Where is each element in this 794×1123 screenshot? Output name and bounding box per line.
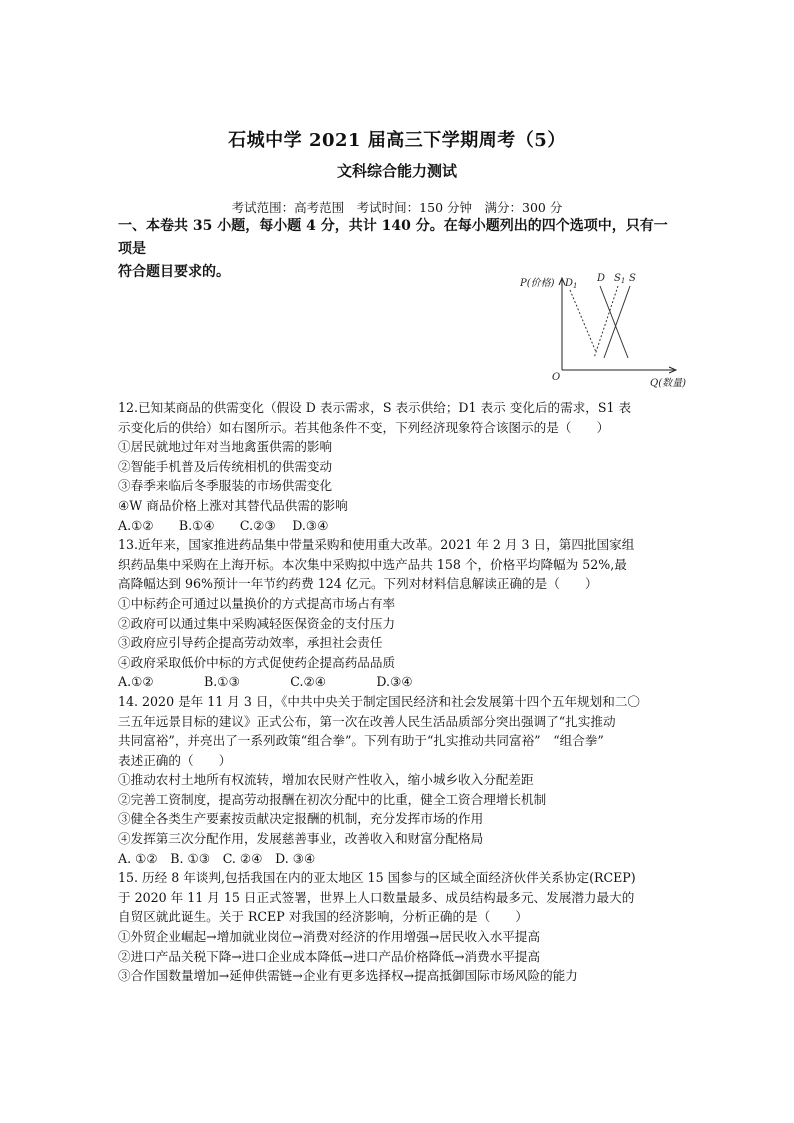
demand-curve-d (600, 286, 628, 358)
question-stem-line: 14. 2020 是年 11 月 3 日，《中共中央关于制定国民经济和社会发展第十四个五年规划和二〇 (118, 693, 641, 709)
question-stem-line: 15. 历经 8 年谈判,包括我国在内的亚太地区 15 国参与的区域全面经济伙伴关系协定(RCEP) (118, 870, 636, 886)
instructions-line-2: 符合题目要求的。 (118, 264, 230, 280)
question-option: ③健全各类生产要素按贡献决定报酬的机制，充分发挥市场的作用 (118, 811, 484, 827)
question-option: ②智能手机普及后传统相机的供需变动 (118, 458, 333, 474)
label-d1: $D_1$ (565, 278, 578, 290)
question-option: ④发挥第三次分配作用，发展慈善事业，改善收入和财富分配格局 (118, 831, 484, 847)
question-stem-line: 于 2020 年 11 月 15 日正式签署，世界上人口数量最多、成员结构最多元、发展潜力最大的 (118, 889, 635, 905)
exam-title: 石城中学 2021 届高三下学期周考（5） (228, 130, 566, 151)
demand-curve-d1 (570, 290, 596, 352)
questions-body (118, 398, 680, 986)
question-option: ②完善工资制度，提高劳动报酬在初次分配中的比重，健全工资合理增长机制 (118, 791, 547, 807)
instructions-line-1: 一、本卷共 35 小题，每小题 4 分，共计 140 分。在每小题列出的四个选项中，只有一项是 (118, 218, 668, 257)
question-14 (118, 692, 680, 868)
question-stem-line: 12.已知某商品的供需变化（假设 D 表示需求，S 表示供给；D1 表示 变化后的需求，S1 表 (118, 400, 632, 415)
question-stem-line: 共同富裕”，并亮出了一系列政策“组合拳”。下列有助于“扎实推动共同富裕” “组合拳” (118, 733, 604, 749)
label-s1: $S_1$ (614, 273, 626, 285)
question-option: ①中标药企可通过以量换价的方式提高市场占有率 (118, 595, 396, 611)
question-12 (118, 398, 680, 535)
label-d: D (597, 273, 606, 284)
question-option: ②政府可以通过集中采购减轻医保资金的支付压力 (118, 615, 396, 631)
question-stem-line: 13.近年来，国家推进药品集中带量采购和使用重大改革。2021 年 2 月 3 日，第四批国家组 (118, 537, 635, 553)
exam-info: 考试范围：高考范围 考试时间：150 分钟 满分：300 分 (231, 200, 563, 215)
question-option: ③政府应引导药企提高劳动效率，承担社会责任 (118, 635, 383, 651)
question-stem-line: 自贸区就此诞生。关于 RCEP 对我国的经济影响，分析正确的是（ ） (118, 909, 529, 925)
answer-choices: A. ①② B. ①③ C. ②④ D. ③④ (118, 850, 316, 866)
question-option: ④W 商品价格上涨对其替代品供需的影响 (118, 497, 348, 513)
question-13 (118, 535, 680, 692)
question-option: ④政府采取低价中标的方式促使药企提高药品品质 (118, 654, 396, 670)
question-option: ①推动农村土地所有权流转，增加农民财产性收入，缩小城乡收入分配差距 (118, 772, 534, 788)
label-s: S (629, 273, 636, 284)
supply-demand-figure (518, 266, 698, 390)
question-stem-line: 高降幅达到 96%预计一年节约药费 124 亿元。下列对材料信息解读正确的是（ ） (118, 576, 598, 592)
question-stem-line: 表述正确的（ ） (118, 752, 232, 768)
answer-choices: A.①② B.①③ C.②④ D.③④ (118, 674, 413, 690)
question-option: ③合作国数量增加→延伸供需链→企业有更多选择权→提高抵御国际市场风险的能力 (118, 968, 578, 984)
supply-curve-s (604, 286, 630, 358)
question-stem-line: 织药品集中采购在上海开标。本次集中采购拟中选产品共 158 个，价格平均降幅为 52%,最 (118, 556, 627, 572)
question-stem-line: 示变化后的供给）如右图所示。若其他条件不变，下列经济现象符合该图示的是（ ） (118, 419, 610, 435)
y-axis-label: P(价格) (520, 278, 555, 289)
question-option: ②进口产品关税下降→进口企业成本降低→进口产品价格降低→消费水平提高 (118, 948, 541, 964)
question-15 (118, 868, 680, 986)
origin-label: O (552, 372, 561, 383)
answer-choices: A.①② B.①④ C.②③ D.③④ (118, 517, 329, 533)
question-option: ③春季来临后冬季服装的市场供需变化 (118, 478, 333, 494)
question-option: ①居民就地过年对当地禽蛋供需的影响 (118, 439, 333, 455)
question-option: ①外贸企业崛起→增加就业岗位→消费对经济的作用增强→居民收入水平提高 (118, 929, 541, 945)
exam-subtitle: 文科综合能力测试 (336, 162, 457, 180)
x-axis-label: Q(数量) (650, 378, 687, 389)
question-stem-line: 三五年远景目标的建议》正式公布，第一次在改善人民生活品质部分突出强调了“扎实推动 (118, 713, 616, 729)
